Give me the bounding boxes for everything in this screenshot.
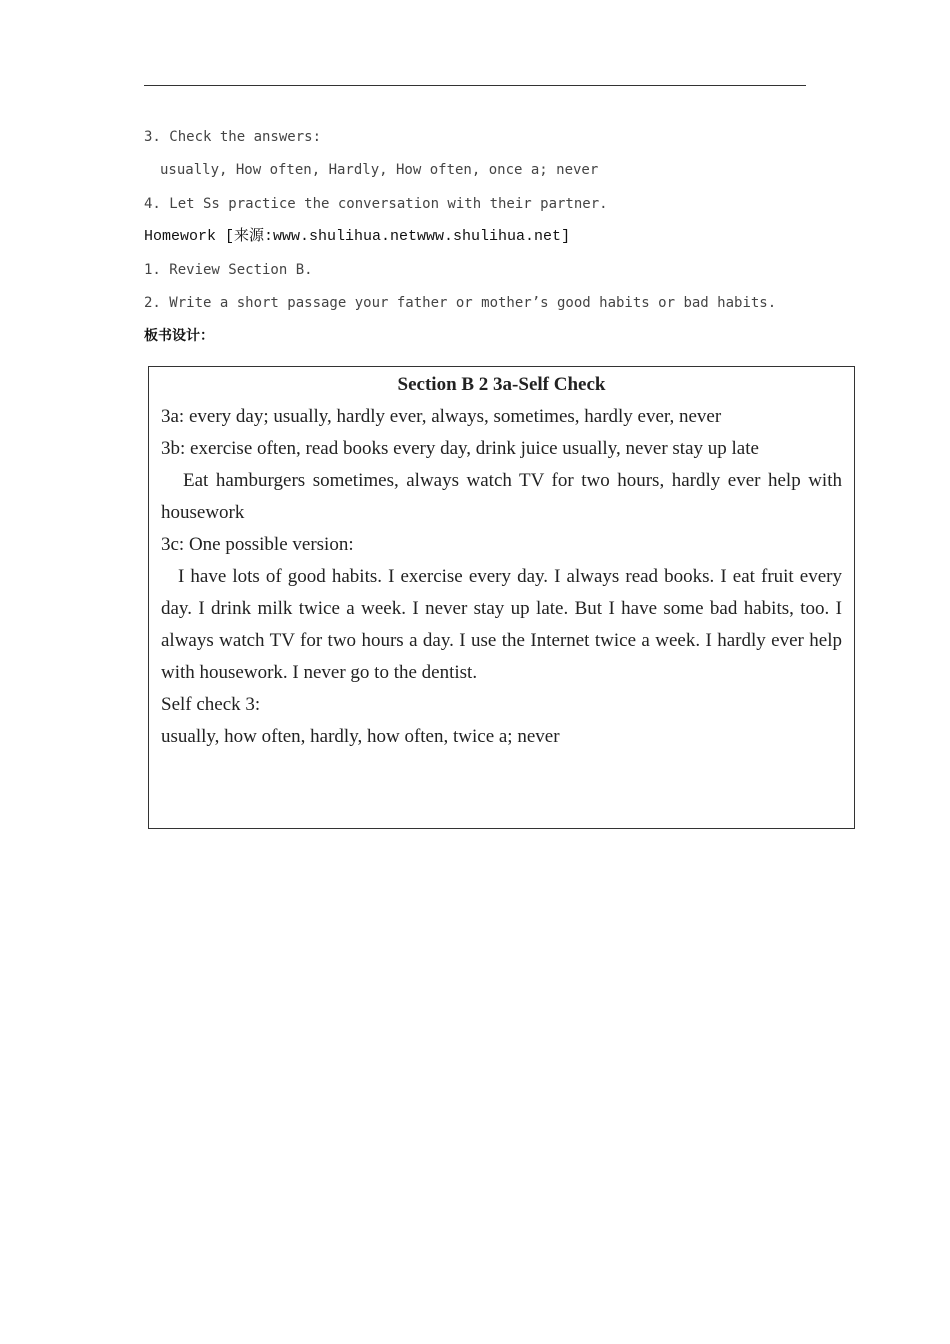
board-title: Section B 2 3a-Self Check [397, 374, 606, 395]
board-line-3c: 3c: One possible version: [161, 534, 354, 555]
homework-item-write: 2. Write a short passage your father or mother’s good habits or bad habits. [144, 295, 777, 311]
board-self-check-answers: usually, how often, hardly, how often, twice a; never [161, 726, 560, 747]
board-design-heading: 板书设计： [144, 328, 214, 344]
step-practice: 4. Let Ss practice the conversation with their partner. [144, 196, 608, 212]
board-sample-passage: I have lots of good habits. I exercise every day. I always read books. I eat fruit every day. I drink milk twice a week. I never stay up late. But I have some bad habits, too. I always watch TV for two hours a day. I use the Internet twice a week. I hardly ever help with housework. I never go to the dentist. [161, 566, 842, 683]
answer-list: usually, How often, Hardly, How often, once a; never [160, 162, 599, 178]
board-line-3b: 3b: exercise often, read books every day, drink juice usually, never stay up late [161, 438, 759, 459]
homework-item-review: 1. Review Section B. [144, 262, 313, 278]
board-line-3b-continued: Eat hamburgers sometimes, always watch TV for two hours, hardly ever help with housework [161, 470, 842, 523]
step-check-answers: 3. Check the answers: [144, 129, 322, 145]
board-self-check-label: Self check 3: [161, 694, 261, 715]
board-design-box [148, 366, 855, 829]
header-rule [144, 85, 806, 86]
homework-heading: Homework [来源:www.shulihua.netwww.shulihua.net] [144, 228, 571, 245]
board-line-3a: 3a: every day; usually, hardly ever, always, sometimes, hardly ever, never [161, 406, 722, 427]
